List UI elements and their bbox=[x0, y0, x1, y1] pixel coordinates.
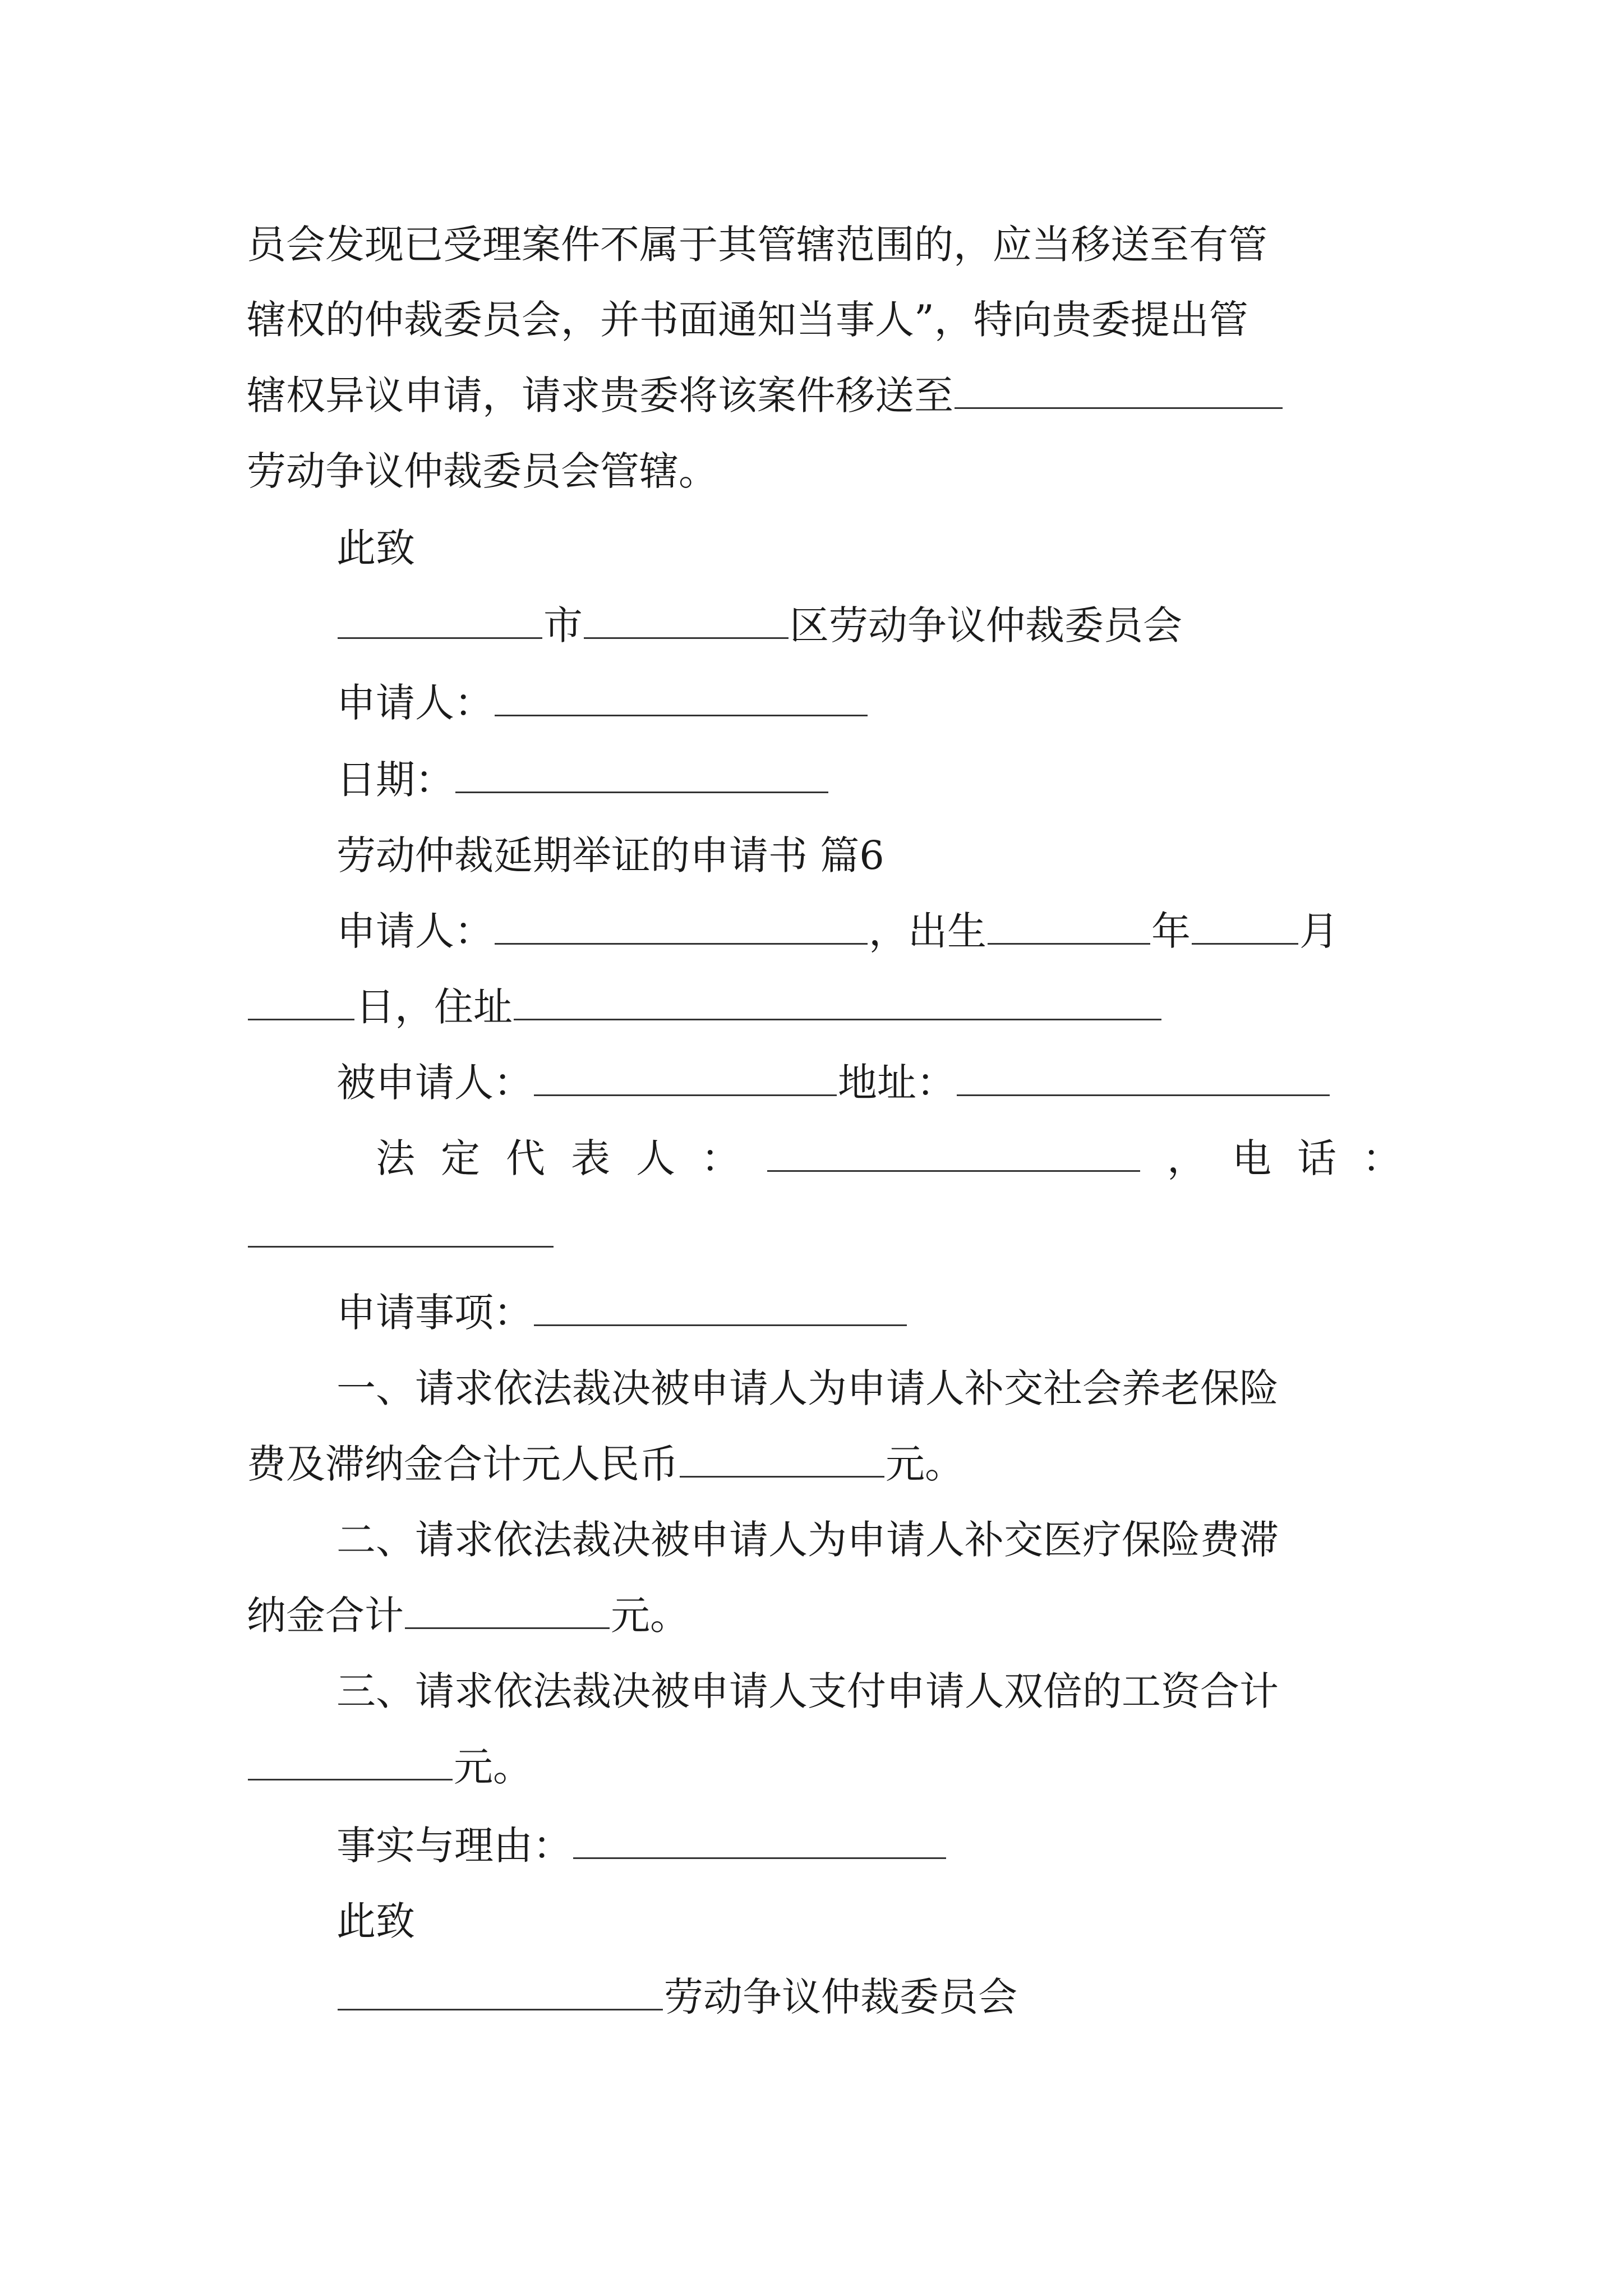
fill-blank bbox=[573, 1818, 946, 1859]
text: 一、请求依法裁决被申请人为申请人补交社会养老保险 bbox=[336, 1365, 1279, 1411]
fill-blank bbox=[248, 979, 354, 1020]
legal-rep-line bbox=[376, 1119, 1623, 1198]
phone-blank-line bbox=[247, 1195, 1623, 1273]
text: 辖权异议申请，请求贵委将该案件移送至 bbox=[247, 372, 953, 418]
addressee-line bbox=[336, 586, 1623, 665]
text: 二、请求依法裁决被申请人为申请人补交医疗保险费滞 bbox=[336, 1517, 1279, 1563]
fill-blank bbox=[495, 904, 868, 945]
item-line bbox=[336, 1349, 1623, 1428]
salutation bbox=[336, 1882, 1623, 1961]
salutation bbox=[336, 509, 1623, 587]
matters-line bbox=[336, 1273, 1623, 1352]
text: 元。 bbox=[454, 1744, 532, 1790]
text: 劳动争议仲裁委员会管辖。 bbox=[247, 448, 718, 494]
fill-blank bbox=[514, 979, 1161, 1020]
text: 元。 bbox=[886, 1441, 964, 1487]
fill-blank bbox=[534, 1285, 907, 1326]
fill-blank bbox=[988, 904, 1150, 945]
text: 此致 bbox=[336, 1898, 415, 1944]
applicant-line bbox=[336, 892, 1623, 970]
fill-blank bbox=[338, 1970, 663, 2010]
text: 日期： bbox=[336, 757, 454, 803]
text: 劳动仲裁延期举证的申请书 篇6 bbox=[336, 832, 884, 878]
text: 被申请人： bbox=[336, 1060, 533, 1106]
text: 劳动争议仲裁委员会 bbox=[664, 1974, 1017, 2020]
text: ，电话： bbox=[1167, 1135, 1427, 1181]
address-line bbox=[247, 968, 1623, 1046]
fill-blank bbox=[957, 1055, 1330, 1096]
fill-blank bbox=[584, 598, 789, 639]
text: 申请事项： bbox=[336, 1290, 533, 1336]
text: 地址： bbox=[838, 1060, 956, 1106]
fill-blank bbox=[248, 1740, 453, 1780]
item-line bbox=[247, 1728, 1623, 1806]
fill-blank bbox=[767, 1131, 1140, 1172]
text: 市 bbox=[543, 602, 583, 648]
text: 辖权的仲裁委员会，并书面通知当事人”，特向贵委提出管 bbox=[247, 297, 1248, 343]
text: 年 bbox=[1151, 908, 1191, 954]
date-line bbox=[336, 740, 1623, 819]
addressee-line bbox=[336, 1958, 1623, 2036]
text: 区劳动争议仲裁委员会 bbox=[790, 602, 1182, 648]
text: 元。 bbox=[611, 1593, 689, 1639]
text: 员会发现已受理案件不属于其管辖范围的，应当移送至有管 bbox=[247, 222, 1267, 268]
item-line bbox=[336, 1652, 1623, 1731]
text: 申请人： bbox=[336, 680, 494, 726]
fill-blank bbox=[495, 675, 868, 716]
paragraph-line bbox=[247, 205, 1623, 284]
signature-line bbox=[336, 664, 1623, 742]
respondent-line bbox=[336, 1043, 1623, 1122]
fill-blank bbox=[1192, 904, 1298, 945]
fill-blank bbox=[534, 1055, 837, 1096]
text: ，出生 bbox=[869, 908, 986, 954]
paragraph-line bbox=[247, 280, 1623, 359]
text: 纳金合计 bbox=[247, 1593, 404, 1639]
item-line bbox=[247, 1576, 1623, 1655]
fill-blank bbox=[455, 752, 828, 793]
fill-blank bbox=[338, 598, 542, 639]
fill-blank bbox=[680, 1437, 884, 1478]
facts-line bbox=[336, 1806, 1623, 1885]
item-line bbox=[247, 1425, 1623, 1503]
paragraph-line bbox=[247, 356, 1623, 435]
text: 费及滞纳金合计元人民币 bbox=[247, 1441, 679, 1487]
fill-blank bbox=[955, 368, 1283, 409]
paragraph-line bbox=[247, 432, 1623, 510]
text: 月 bbox=[1299, 908, 1339, 954]
fill-blank bbox=[248, 1207, 554, 1248]
text: 此致 bbox=[336, 525, 415, 571]
item-line bbox=[336, 1501, 1623, 1579]
text: 法定代表人： bbox=[376, 1135, 766, 1181]
section-title bbox=[336, 816, 1623, 895]
text: 日，住址 bbox=[356, 984, 513, 1030]
text: 事实与理由： bbox=[336, 1823, 572, 1869]
fill-blank bbox=[405, 1588, 610, 1629]
text: 申请人： bbox=[336, 908, 494, 954]
text: 三、请求依法裁决被申请人支付申请人双倍的工资合计 bbox=[336, 1668, 1279, 1714]
